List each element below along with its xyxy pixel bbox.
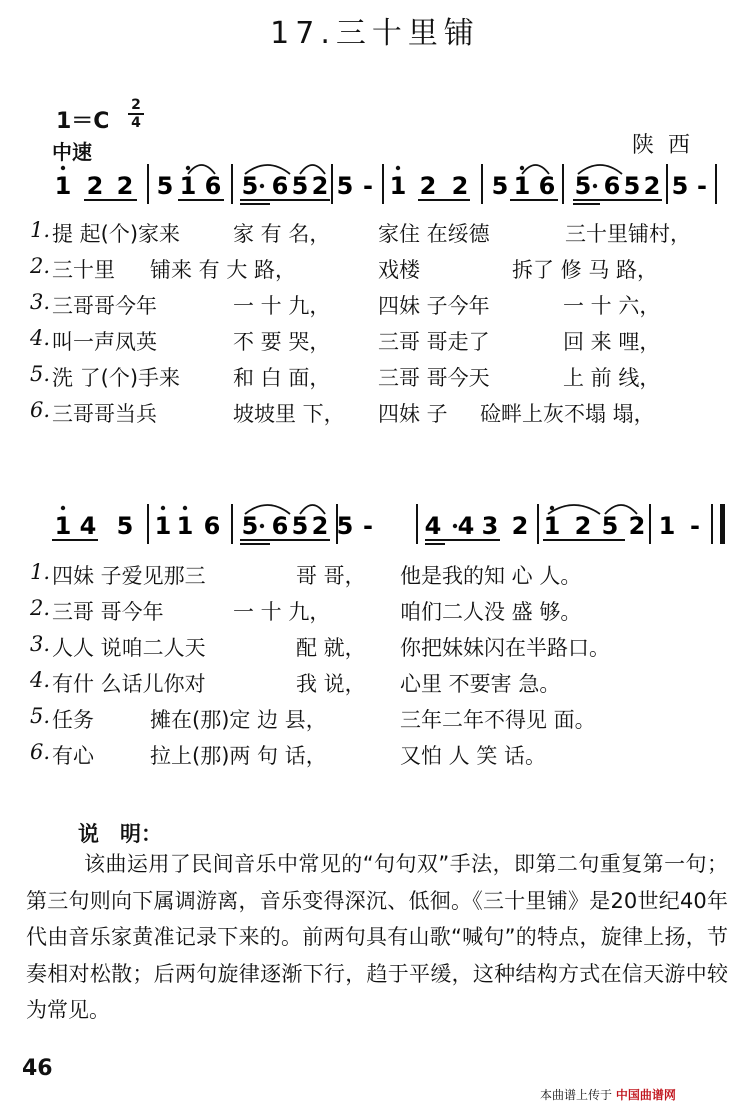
system-2-lyric-segment: 哥 哥， bbox=[296, 564, 366, 588]
system-2-lyric-segment: 配 就， bbox=[296, 636, 366, 660]
system-2-note: 5 bbox=[291, 512, 309, 540]
system-2-verse-number: 3. bbox=[30, 632, 51, 656]
system-2-note: 4 bbox=[79, 512, 97, 540]
system-1-note: 1 bbox=[513, 172, 531, 200]
system-1-note: 1 bbox=[54, 172, 72, 200]
system-1-lyric-segment: 三十里 bbox=[52, 258, 115, 282]
system-1-lyric-segment: 一 十 六， bbox=[563, 294, 661, 318]
system-2-note: 1 bbox=[154, 512, 172, 540]
system-1-verse-number: 6. bbox=[30, 398, 51, 422]
system-1-lyric-segment: 上 前 线， bbox=[563, 366, 661, 390]
system-1-note: 6 bbox=[603, 172, 621, 200]
system-1-verse-number: 4. bbox=[30, 326, 51, 350]
system-2-final-barline bbox=[720, 504, 725, 544]
system-1-lyric-segment: 三十里铺村， bbox=[565, 222, 691, 246]
system-1-note: 5 bbox=[241, 172, 259, 200]
system-2-lyric-segment: 一 十 九， bbox=[233, 600, 331, 624]
system-2-dotted-note bbox=[260, 524, 264, 528]
system-1-note: 5 bbox=[156, 172, 174, 200]
explanation-body: 该曲运用了民间音乐中常见的“句句双”手法，即第二句重复第一句；第三句则向下属调游离，音乐变得深沉、低徊。《三十里铺》是20世纪40年代由音乐家黄准记录下来的。前两句具有山歌“喊句”的特点，旋律上扬，节奏相对松散；后两句旋律逐渐下行，趋于平缓，这种结构方式在信天游中较为常见。 bbox=[26, 852, 728, 1022]
system-1-lyric-segment: 提 起(个)家来 bbox=[52, 222, 181, 246]
system-2-note: 4 bbox=[457, 512, 475, 540]
system-1-note: 1 bbox=[179, 172, 197, 200]
system-1-lyric-segment: 三哥哥当兵 bbox=[52, 402, 157, 426]
system-2-octave-dot bbox=[183, 506, 187, 510]
system-1-lyric-segment: 家住 在绥德 bbox=[378, 222, 490, 246]
system-2-dotted-note bbox=[453, 524, 457, 528]
system-2-verse-number: 4. bbox=[30, 668, 51, 692]
system-1-octave-dot bbox=[186, 166, 190, 170]
system-1-octave-dot bbox=[520, 166, 524, 170]
system-1-lyric-segment: 回 来 哩， bbox=[563, 330, 661, 354]
system-2-octave-dot bbox=[161, 506, 165, 510]
system-1-note: 5 bbox=[336, 172, 354, 200]
system-1-note: - bbox=[697, 172, 707, 200]
notation-system-2 bbox=[0, 500, 750, 560]
region-label: 陕西 bbox=[632, 133, 705, 158]
system-1-note: 5 bbox=[671, 172, 689, 200]
system-2-note: 5 bbox=[336, 512, 354, 540]
system-1-octave-dot bbox=[61, 166, 65, 170]
system-2-lyric-segment: 三年二年不得见 面。 bbox=[400, 708, 596, 732]
system-1-lyric-segment: 三哥哥今年 bbox=[52, 294, 157, 318]
system-2-note: 2 bbox=[574, 512, 592, 540]
system-2-lyric-segment: 摊在(那)定 边 县， bbox=[150, 708, 327, 732]
system-2-verse-number: 5. bbox=[30, 704, 51, 728]
system-2-note: - bbox=[690, 512, 700, 540]
system-1-lyric-segment: 不 要 哭， bbox=[233, 330, 331, 354]
system-2-lyric-segment: 三哥 哥今年 bbox=[52, 600, 164, 624]
system-2-verse-number: 1. bbox=[30, 560, 51, 584]
system-1-lyric-segment: 家 有 名， bbox=[233, 222, 331, 246]
explanation-heading: 说 明： bbox=[78, 822, 162, 846]
system-1-note: 6 bbox=[271, 172, 289, 200]
system-1-verse-number: 1. bbox=[30, 218, 51, 242]
page-number: 46 bbox=[22, 1056, 53, 1081]
system-2-lyric-segment: 又怕 人 笑 话。 bbox=[400, 744, 547, 768]
system-1-note: 2 bbox=[451, 172, 469, 200]
system-2-note: 1 bbox=[543, 512, 561, 540]
system-1-note: 2 bbox=[116, 172, 134, 200]
system-1-note: 2 bbox=[86, 172, 104, 200]
time-signature-top: 2 bbox=[131, 97, 141, 113]
system-2-lyric-segment: 咱们二人没 盛 够。 bbox=[400, 600, 582, 624]
system-1-note: 6 bbox=[204, 172, 222, 200]
system-1-note: 5 bbox=[574, 172, 592, 200]
system-1-lyric-segment: 拆了 修 马 路， bbox=[512, 258, 659, 282]
system-1-note: 6 bbox=[538, 172, 556, 200]
upload-credit-text: 本曲谱上传于 bbox=[540, 1088, 613, 1102]
system-2-lyric-segment: 有心 bbox=[52, 744, 94, 768]
system-1-octave-dot bbox=[396, 166, 400, 170]
system-1-note: 2 bbox=[311, 172, 329, 200]
system-1-verse-number: 5. bbox=[30, 362, 51, 386]
system-1-lyric-segment: 硷畔上灰不塌 塌， bbox=[480, 402, 655, 426]
system-1-lyric-segment: 洗 了(个)手来 bbox=[52, 366, 181, 390]
system-1-note: 2 bbox=[643, 172, 661, 200]
system-2-verse-number: 2. bbox=[30, 596, 51, 620]
system-2-note: 3 bbox=[481, 512, 499, 540]
system-1-verse-number: 2. bbox=[30, 254, 51, 278]
tempo-marking: 中速 bbox=[52, 140, 92, 164]
system-2-note: 5 bbox=[601, 512, 619, 540]
system-2-verse-number: 6. bbox=[30, 740, 51, 764]
key-signature: 1＝C bbox=[56, 109, 110, 134]
system-1-note: 5 bbox=[291, 172, 309, 200]
upload-credit bbox=[540, 1086, 676, 1103]
system-1-note: 1 bbox=[389, 172, 407, 200]
system-2-lyric-segment: 人人 说咱二人天 bbox=[52, 636, 206, 660]
system-2-note: 4 bbox=[424, 512, 442, 540]
system-1-lyric-segment: 叫一声凤英 bbox=[52, 330, 157, 354]
system-2-lyric-segment: 我 说， bbox=[296, 672, 366, 696]
system-1-lyric-segment: 三哥 哥今天 bbox=[378, 366, 490, 390]
system-2-note: 2 bbox=[511, 512, 529, 540]
system-1-lyric-segment: 四妹 子今年 bbox=[378, 294, 490, 318]
system-1-note: 5 bbox=[623, 172, 641, 200]
system-1-lyric-segment: 三哥 哥走了 bbox=[378, 330, 490, 354]
system-2-note: 5 bbox=[116, 512, 134, 540]
system-2-note: 2 bbox=[628, 512, 646, 540]
system-2-note: 1 bbox=[54, 512, 72, 540]
system-2-lyric-segment: 他是我的知 心 人。 bbox=[400, 564, 582, 588]
system-1-lyric-segment: 戏楼 bbox=[378, 258, 420, 282]
system-1-dotted-note bbox=[260, 184, 264, 188]
system-2-note: 6 bbox=[203, 512, 221, 540]
system-2-note: 5 bbox=[241, 512, 259, 540]
system-2-lyric-segment: 任务 bbox=[52, 708, 94, 732]
system-2-lyric-segment: 你把妹妹闪在半路口。 bbox=[400, 636, 610, 660]
system-2-octave-dot bbox=[550, 506, 554, 510]
system-1-note: 5 bbox=[491, 172, 509, 200]
system-2-lyric-segment: 心里 不要害 急。 bbox=[400, 672, 561, 696]
system-1-verse-number: 3. bbox=[30, 290, 51, 314]
site-logo: 中国曲谱网 bbox=[615, 1088, 676, 1102]
system-1-lyric-segment: 和 白 面， bbox=[233, 366, 331, 390]
system-1-note: - bbox=[363, 172, 373, 200]
system-2-note: 6 bbox=[271, 512, 289, 540]
time-signature bbox=[128, 98, 144, 130]
system-1-lyric-segment: 一 十 九， bbox=[233, 294, 331, 318]
system-1-lyric-segment: 四妹 子 bbox=[378, 402, 448, 426]
system-2-note: 2 bbox=[311, 512, 329, 540]
system-2-lyric-segment: 拉上(那)两 句 话， bbox=[150, 744, 327, 768]
system-1-note: 2 bbox=[419, 172, 437, 200]
page-title: 17.三十里铺 bbox=[270, 16, 480, 51]
system-2-note: 1 bbox=[658, 512, 676, 540]
system-2-note: 1 bbox=[176, 512, 194, 540]
system-2-octave-dot bbox=[61, 506, 65, 510]
system-2-lyric-segment: 四妹 子爱见那三 bbox=[52, 564, 206, 588]
system-1-dotted-note bbox=[593, 184, 597, 188]
system-2-lyric-segment: 有什 么话儿你对 bbox=[52, 672, 206, 696]
system-2-note: - bbox=[363, 512, 373, 540]
system-1-lyric-segment: 铺来 有 大 路， bbox=[150, 258, 297, 282]
time-signature-bottom: 4 bbox=[131, 115, 141, 131]
system-1-lyric-segment: 坡坡里 下， bbox=[233, 402, 345, 426]
